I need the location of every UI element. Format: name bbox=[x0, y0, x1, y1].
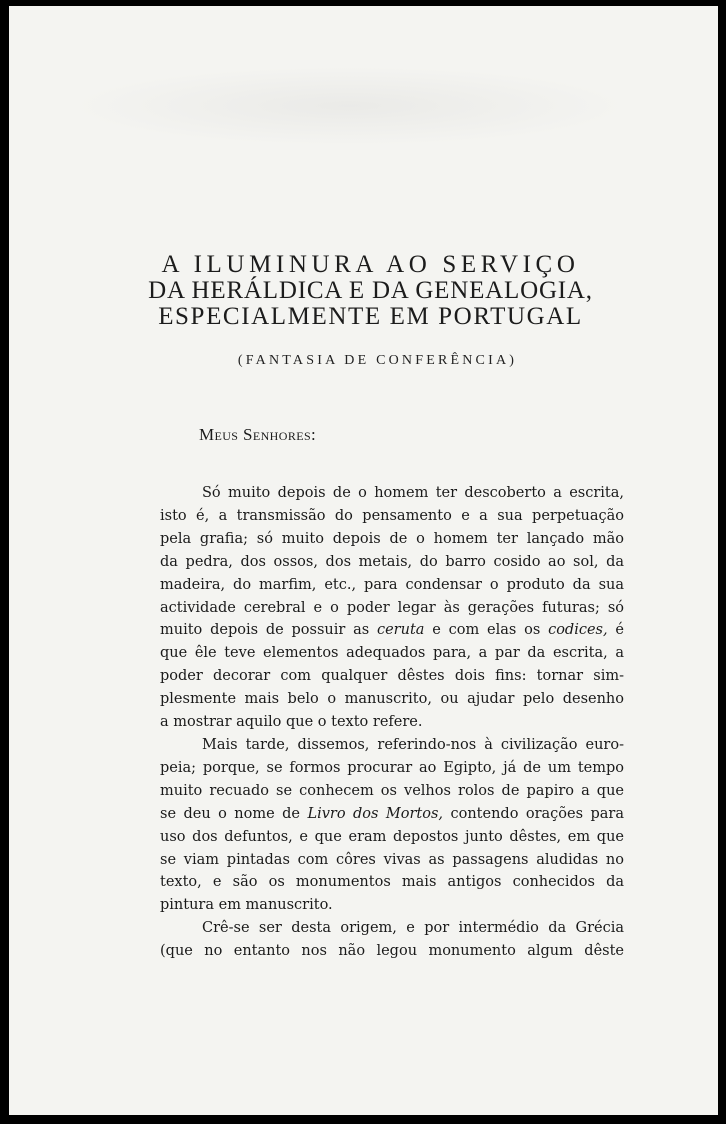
text-line: pintura em manuscrito. bbox=[160, 897, 333, 914]
text-line: texto, e são os monumentos mais antigos conhecidos da bbox=[160, 874, 624, 891]
text-line: se viam pintadas com côres vivas as passagens aludidas no bbox=[160, 851, 624, 868]
document-page bbox=[9, 6, 718, 1115]
text-line: que êle teve elementos adequados para, a par da escrita, a bbox=[160, 645, 624, 662]
text-run: muito depois de possuir as bbox=[160, 622, 377, 639]
text-line: muito recuado se conhecem os velhos rolos de papiro a que bbox=[160, 782, 624, 799]
text-line: actividade cerebral e o poder legar às gerações futuras; só bbox=[160, 599, 624, 616]
text-run: contendo orações para bbox=[443, 805, 624, 822]
text-line: Só muito depois de o homem ter descoberto a escrita, bbox=[202, 485, 624, 501]
title-line-1: A ILUMINURA AO SERVIÇO bbox=[161, 251, 580, 278]
italic-term: Livro dos Mortos, bbox=[307, 805, 444, 822]
page-title bbox=[9, 252, 718, 330]
text-line: peia; porque, se formos procurar ao Egipto, já de um tempo bbox=[160, 759, 624, 776]
text-line: madeira, do marfim, etc., para condensar o produto da sua bbox=[160, 576, 624, 593]
italic-term: codices, bbox=[548, 622, 608, 639]
text-run: se deu o nome de bbox=[160, 805, 308, 822]
text-run: e com elas os bbox=[424, 622, 549, 639]
text-line: da pedra, dos ossos, dos metais, do barro cosido ao sol, da bbox=[160, 553, 624, 570]
body-text bbox=[160, 482, 624, 963]
text-run: é bbox=[607, 622, 624, 639]
text-line: uso dos defuntos, e que eram depostos junto dêstes, em que bbox=[160, 828, 624, 845]
title-line-2: DA HERÁLDICA E DA GENEALOGIA, bbox=[148, 277, 593, 304]
text-line: pela grafia; só muito depois de o homem ter lançado mão bbox=[160, 530, 624, 547]
title-line-3: ESPECIALMENTE EM PORTUGAL bbox=[158, 303, 583, 330]
italic-term: ceruta bbox=[376, 622, 425, 639]
text-line bbox=[160, 803, 624, 826]
text-line: isto é, a transmissão do pensamento e a sua perpetuação bbox=[160, 507, 624, 524]
text-line: a mostrar aquilo que o texto refere. bbox=[160, 714, 423, 731]
text-line: (que no entanto nos não legou monumento algum dêste bbox=[160, 943, 624, 960]
paper-smudge bbox=[69, 66, 629, 146]
text-line bbox=[160, 619, 624, 642]
text-line: Crê-se ser desta origem, e por intermédio da Grécia bbox=[202, 920, 624, 937]
text-line: plesmente mais belo o manuscrito, ou ajudar pelo desenho bbox=[160, 691, 624, 708]
text-line: Mais tarde, dissemos, referindo-nos à civilização euro- bbox=[202, 736, 624, 753]
salutation: Meus Senhores: bbox=[199, 425, 317, 444]
text-line: poder decorar com qualquer dêstes dois fins: tornar sim- bbox=[160, 668, 624, 685]
subtitle: (FANTASIA DE CONFERÊNCIA) bbox=[237, 353, 518, 368]
